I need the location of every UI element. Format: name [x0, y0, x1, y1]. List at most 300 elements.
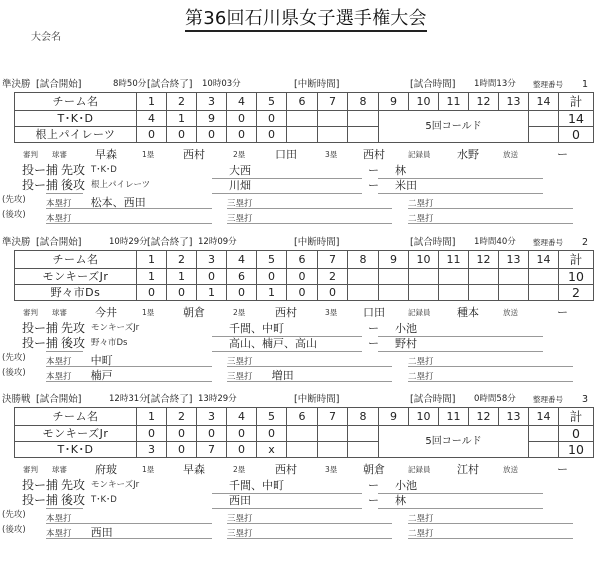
- seq-label: 整理番号: [533, 238, 563, 247]
- scoreboard-header-row: [15, 93, 594, 111]
- game-section-3: [0, 392, 600, 542]
- total-score-cell: 10: [559, 442, 594, 458]
- inning-header-cell: 13: [499, 93, 529, 111]
- inning-score-cell: [287, 442, 318, 458]
- third-base-umpire-name: 西村: [363, 148, 385, 161]
- bottom-paren-label: (後攻): [2, 368, 26, 378]
- team-header-cell: チーム名: [15, 93, 137, 111]
- battery-bottom-row: [0, 336, 600, 351]
- top-label: 先攻: [61, 478, 86, 492]
- team-header-cell: チーム名: [15, 251, 137, 269]
- top-pitchers-field: 千間、中町: [212, 321, 362, 337]
- team-name-cell: 根上パイレーツ: [15, 127, 137, 143]
- inning-header-cell: 9: [379, 408, 409, 426]
- hr-players: 中町: [90, 354, 113, 367]
- inning-score-cell: 7: [197, 442, 227, 458]
- umpire-row: [0, 147, 600, 162]
- bottom-team-name: T･K･D: [91, 495, 117, 505]
- inning-score-cell: [469, 285, 499, 301]
- inning-header-cell: 13: [499, 251, 529, 269]
- hr-field: [46, 523, 212, 539]
- inning-header-cell: 12: [469, 408, 499, 426]
- inning-score-cell: 0: [287, 285, 318, 301]
- battery-bottom-row: [0, 178, 600, 193]
- recorder-label: 記録員: [408, 465, 431, 474]
- inning-header-cell: 6: [287, 408, 318, 426]
- inning-score-cell: [499, 269, 529, 285]
- page-title: 第36回石川県女子選手権大会: [185, 8, 427, 32]
- first-base-umpire-name: 西村: [183, 148, 205, 161]
- inning-score-cell: 0: [137, 426, 167, 442]
- inning-score-cell: [529, 442, 559, 458]
- recorder-name: 種本: [457, 306, 479, 319]
- inning-score-cell: 1: [137, 269, 167, 285]
- end-label: [試合終了]: [147, 237, 193, 248]
- triple-field: [227, 523, 392, 539]
- battery-top-row: [0, 163, 600, 178]
- battery-label: 投ー捕: [22, 336, 59, 350]
- hr-label: 本塁打: [46, 529, 72, 539]
- inning-header-cell: 4: [227, 408, 257, 426]
- called-game-cell: 5回コールド: [379, 426, 529, 458]
- bottom-pitchers-field: 高山、楠戸、高山: [212, 336, 362, 352]
- inning-header-cell: 7: [318, 251, 348, 269]
- inning-header-cell: 4: [227, 93, 257, 111]
- inning-score-cell: [409, 269, 439, 285]
- first-base-umpire-name: 朝倉: [183, 306, 205, 319]
- third-base-umpire-name: 朝倉: [363, 463, 385, 476]
- hits-bottom-row: [0, 208, 600, 223]
- duration-label: [試合時間]: [410, 79, 456, 90]
- second-base-umpire-name: 口田: [275, 148, 297, 161]
- double-field: [408, 523, 573, 539]
- inning-header-cell: 6: [287, 251, 318, 269]
- triple-field: [227, 366, 392, 382]
- inning-score-cell: 6: [227, 269, 257, 285]
- duration-label: [試合時間]: [410, 237, 456, 248]
- inning-score-cell: [529, 285, 559, 301]
- start-label: [試合開始]: [36, 394, 82, 405]
- double-field: [408, 366, 573, 382]
- inning-score-cell: [348, 127, 379, 143]
- broadcast-label: 放送: [503, 308, 518, 317]
- inning-header-cell: 7: [318, 408, 348, 426]
- triple-label: 三塁打: [227, 357, 253, 367]
- total-header-cell: 計: [559, 93, 594, 111]
- top-catcher-field: 小池: [378, 321, 543, 337]
- interrupt-label: [中断時間]: [294, 79, 340, 90]
- scoreboard-table: [14, 407, 594, 458]
- start-time: 10時29分: [109, 237, 148, 247]
- hr-field: [46, 351, 212, 367]
- hr-field: [46, 208, 212, 224]
- inning-score-cell: 0: [137, 285, 167, 301]
- inning-score-cell: [348, 442, 379, 458]
- inning-header-cell: 1: [137, 93, 167, 111]
- plate-umpire-label: 球審: [52, 150, 67, 159]
- inning-score-cell: [318, 127, 348, 143]
- dash: ー: [368, 494, 379, 507]
- duration-time: 1時間13分: [474, 79, 516, 89]
- inning-score-cell: 0: [167, 127, 197, 143]
- inning-header-cell: 7: [318, 93, 348, 111]
- second-base-umpire-name: 西村: [275, 463, 297, 476]
- inning-score-cell: 1: [257, 285, 287, 301]
- plate-umpire-name: 府玻: [95, 463, 117, 476]
- inning-score-cell: [529, 269, 559, 285]
- seq-number: 3: [582, 394, 589, 405]
- recorder-name: 江村: [457, 463, 479, 476]
- dash: ー: [368, 164, 379, 177]
- battery-bottom-row: [0, 493, 600, 508]
- bottom-paren-label: (後攻): [2, 210, 26, 220]
- second-base-label: 2塁: [233, 465, 246, 474]
- inning-score-cell: 0: [227, 127, 257, 143]
- seq-number: 1: [582, 79, 589, 90]
- second-base-label: 2塁: [233, 150, 246, 159]
- bottom-pitchers-field: 川畑: [212, 178, 362, 194]
- inning-header-cell: 3: [197, 408, 227, 426]
- inning-score-cell: 0: [197, 269, 227, 285]
- scoreboard-header-row: [15, 251, 594, 269]
- triple-label: 三塁打: [227, 214, 253, 224]
- third-base-label: 3塁: [325, 465, 338, 474]
- inning-header-cell: 11: [439, 408, 469, 426]
- inning-score-cell: [318, 442, 348, 458]
- inning-score-cell: 4: [137, 111, 167, 127]
- triple-field: [227, 351, 392, 367]
- inning-score-cell: [348, 269, 379, 285]
- hr-field: [46, 193, 212, 209]
- double-field: [408, 508, 573, 524]
- second-base-umpire-name: 西村: [275, 306, 297, 319]
- team-name-cell: T･K･D: [15, 111, 137, 127]
- end-time: 13時29分: [198, 394, 237, 404]
- start-time: 12時31分: [109, 394, 148, 404]
- duration-time: 0時間58分: [474, 394, 516, 404]
- double-field: [408, 193, 573, 209]
- inning-header-cell: 3: [197, 93, 227, 111]
- dash: ー: [368, 322, 379, 335]
- hr-players: 西田: [90, 526, 113, 539]
- recorder-label: 記録員: [408, 308, 431, 317]
- inning-score-cell: 0: [257, 269, 287, 285]
- double-label: 二塁打: [408, 357, 434, 367]
- scoreboard-header-row: [15, 408, 594, 426]
- triple-label: 三塁打: [227, 529, 253, 539]
- tournament-name-label: 大会名: [31, 32, 61, 43]
- inning-score-cell: [529, 111, 559, 127]
- bottom-team-name: 根上パイレーツ: [91, 180, 151, 190]
- bottom-label: 後攻: [61, 336, 86, 350]
- total-score-cell: 10: [559, 269, 594, 285]
- inning-score-cell: [469, 269, 499, 285]
- top-team-name: T･K･D: [91, 165, 117, 175]
- end-time: 12時09分: [198, 237, 237, 247]
- inning-score-cell: 1: [197, 285, 227, 301]
- battery-label: 投ー捕: [22, 178, 59, 192]
- bottom-label: 後攻: [61, 178, 86, 192]
- top-label: 先攻: [61, 163, 86, 177]
- end-time: 10時03分: [202, 79, 241, 89]
- interrupt-label: [中断時間]: [294, 394, 340, 405]
- end-label: [試合終了]: [147, 79, 193, 90]
- inning-score-cell: 0: [257, 111, 287, 127]
- umpire-label: 審判: [23, 308, 38, 317]
- inning-score-cell: 0: [318, 285, 348, 301]
- broadcast-name: ー: [557, 306, 568, 319]
- triple-field: [227, 193, 392, 209]
- inning-score-cell: [287, 111, 318, 127]
- triple-field: [227, 208, 392, 224]
- inning-header-cell: 10: [409, 408, 439, 426]
- inning-header-cell: 8: [348, 93, 379, 111]
- round-label: 準決勝: [2, 237, 31, 248]
- top-pitchers-field: 千間、中町: [212, 478, 362, 494]
- inning-score-cell: 1: [167, 269, 197, 285]
- inning-score-cell: 0: [197, 426, 227, 442]
- recorder-label: 記録員: [408, 150, 431, 159]
- third-base-umpire-name: 口田: [363, 306, 385, 319]
- triple-label: 三塁打: [227, 199, 253, 209]
- inning-score-cell: 0: [257, 127, 287, 143]
- total-score-cell: 14: [559, 111, 594, 127]
- broadcast-name: ー: [557, 148, 568, 161]
- team-score-row: [15, 111, 594, 127]
- hits-bottom-row: [0, 366, 600, 381]
- total-score-cell: 0: [559, 426, 594, 442]
- battery-label: 投ー捕: [22, 163, 59, 177]
- total-header-cell: 計: [559, 251, 594, 269]
- recorder-name: 水野: [457, 148, 479, 161]
- bottom-catcher-field: 米田: [378, 178, 543, 194]
- hr-players: 松本、西田: [90, 196, 146, 209]
- top-team-name: モンキーズJr: [91, 480, 140, 490]
- seq-label: 整理番号: [533, 80, 563, 89]
- top-catcher-field: 林: [378, 163, 543, 179]
- inning-score-cell: 0: [287, 269, 318, 285]
- inning-header-cell: 14: [529, 93, 559, 111]
- umpire-label: 審判: [23, 465, 38, 474]
- hits-bottom-row: [0, 523, 600, 538]
- inning-score-cell: 0: [167, 285, 197, 301]
- inning-score-cell: [499, 285, 529, 301]
- third-base-label: 3塁: [325, 150, 338, 159]
- inning-score-cell: [379, 285, 409, 301]
- inning-header-cell: 1: [137, 408, 167, 426]
- team-score-row: [15, 426, 594, 442]
- battery-top-row: [0, 321, 600, 336]
- inning-score-cell: 0: [167, 442, 197, 458]
- double-label: 二塁打: [408, 514, 434, 524]
- bottom-label: 後攻: [61, 493, 86, 507]
- inning-score-cell: [287, 127, 318, 143]
- triple-label: 三塁打: [227, 514, 253, 524]
- inning-score-cell: 2: [318, 269, 348, 285]
- bottom-paren-label: (後攻): [2, 525, 26, 535]
- inning-score-cell: 0: [227, 426, 257, 442]
- inning-header-cell: 5: [257, 408, 287, 426]
- inning-score-cell: 0: [227, 442, 257, 458]
- inning-header-cell: 3: [197, 251, 227, 269]
- hits-top-row: [0, 508, 600, 523]
- umpire-row: [0, 305, 600, 320]
- total-header-cell: 計: [559, 408, 594, 426]
- double-label: 二塁打: [408, 199, 434, 209]
- inning-score-cell: [529, 426, 559, 442]
- inning-header-cell: 8: [348, 251, 379, 269]
- broadcast-name: ー: [557, 463, 568, 476]
- battery-label: 投ー捕: [22, 493, 59, 507]
- inning-score-cell: [409, 285, 439, 301]
- double-label: 二塁打: [408, 529, 434, 539]
- hr-label: 本塁打: [46, 214, 72, 224]
- inning-header-cell: 12: [469, 93, 499, 111]
- end-label: [試合終了]: [147, 394, 193, 405]
- inning-header-cell: 5: [257, 93, 287, 111]
- top-pitchers-field: 大西: [212, 163, 362, 179]
- team-name-cell: T･K･D: [15, 442, 137, 458]
- top-catcher-field: 小池: [378, 478, 543, 494]
- second-base-label: 2塁: [233, 308, 246, 317]
- dash: ー: [368, 479, 379, 492]
- plate-umpire-label: 球審: [52, 308, 67, 317]
- first-base-umpire-name: 早森: [183, 463, 205, 476]
- inning-header-cell: 2: [167, 93, 197, 111]
- hr-label: 本塁打: [46, 357, 72, 367]
- duration-label: [試合時間]: [410, 394, 456, 405]
- team-score-row: [15, 269, 594, 285]
- inning-score-cell: [379, 269, 409, 285]
- inning-header-cell: 10: [409, 93, 439, 111]
- team-name-cell: モンキーズJr: [15, 426, 137, 442]
- triple-label: 三塁打: [227, 372, 253, 382]
- inning-score-cell: x: [257, 442, 287, 458]
- scoreboard-table: [14, 92, 594, 143]
- inning-score-cell: [318, 111, 348, 127]
- bottom-team-name: 野々市Ds: [91, 338, 128, 348]
- inning-score-cell: [348, 426, 379, 442]
- start-label: [試合開始]: [36, 237, 82, 248]
- team-name-cell: 野々市Ds: [15, 285, 137, 301]
- inning-header-cell: 14: [529, 408, 559, 426]
- third-base-label: 3塁: [325, 308, 338, 317]
- inning-header-cell: 2: [167, 408, 197, 426]
- top-label: 先攻: [61, 321, 86, 335]
- inning-header-cell: 1: [137, 251, 167, 269]
- dash: ー: [368, 337, 379, 350]
- inning-header-cell: 8: [348, 408, 379, 426]
- top-paren-label: (先攻): [2, 510, 26, 520]
- interrupt-label: [中断時間]: [294, 237, 340, 248]
- top-paren-label: (先攻): [2, 195, 26, 205]
- inning-header-cell: 9: [379, 251, 409, 269]
- start-time: 8時50分: [113, 79, 147, 89]
- double-label: 二塁打: [408, 372, 434, 382]
- team-score-row: [15, 285, 594, 301]
- called-game-cell: 5回コールド: [379, 111, 529, 143]
- seq-number: 2: [582, 237, 589, 248]
- round-label: 準決勝: [2, 79, 31, 90]
- inning-header-cell: 2: [167, 251, 197, 269]
- inning-header-cell: 10: [409, 251, 439, 269]
- broadcast-label: 放送: [503, 150, 518, 159]
- inning-header-cell: 6: [287, 93, 318, 111]
- first-base-label: 1塁: [142, 465, 155, 474]
- inning-score-cell: 3: [137, 442, 167, 458]
- inning-score-cell: [348, 111, 379, 127]
- inning-header-cell: 4: [227, 251, 257, 269]
- plate-umpire-label: 球審: [52, 465, 67, 474]
- battery-top-row: [0, 478, 600, 493]
- top-paren-label: (先攻): [2, 353, 26, 363]
- total-score-cell: 2: [559, 285, 594, 301]
- plate-umpire-name: 今井: [95, 306, 117, 319]
- inning-score-cell: [439, 285, 469, 301]
- double-label: 二塁打: [408, 214, 434, 224]
- bottom-pitchers-field: 西田: [212, 493, 362, 509]
- game-section-2: [0, 235, 600, 385]
- inning-score-cell: 0: [167, 426, 197, 442]
- inning-score-cell: 9: [197, 111, 227, 127]
- double-field: [408, 208, 573, 224]
- duration-time: 1時間40分: [474, 237, 516, 247]
- total-score-cell: 0: [559, 127, 594, 143]
- inning-header-cell: 13: [499, 408, 529, 426]
- hr-field: [46, 366, 212, 382]
- top-team-name: モンキーズJr: [91, 323, 140, 333]
- inning-header-cell: 11: [439, 93, 469, 111]
- inning-header-cell: 14: [529, 251, 559, 269]
- hr-label: 本塁打: [46, 372, 72, 382]
- game-section-1: [0, 77, 600, 227]
- battery-label: 投ー捕: [22, 478, 59, 492]
- scoreboard-table: [14, 250, 594, 301]
- inning-score-cell: 0: [137, 127, 167, 143]
- inning-score-cell: 0: [257, 426, 287, 442]
- dash: ー: [368, 179, 379, 192]
- seq-label: 整理番号: [533, 395, 563, 404]
- inning-score-cell: 0: [227, 285, 257, 301]
- bottom-catcher-field: 林: [378, 493, 543, 509]
- triple-field: [227, 508, 392, 524]
- round-label: 決勝戦: [2, 394, 31, 405]
- umpire-label: 審判: [23, 150, 38, 159]
- hr-players: 楠戸: [90, 369, 113, 382]
- inning-header-cell: 9: [379, 93, 409, 111]
- inning-score-cell: 1: [167, 111, 197, 127]
- hits-top-row: [0, 193, 600, 208]
- hr-label: 本塁打: [46, 514, 72, 524]
- bottom-catcher-field: 野村: [378, 336, 543, 352]
- double-field: [408, 351, 573, 367]
- team-header-cell: チーム名: [15, 408, 137, 426]
- hr-field: [46, 508, 212, 524]
- inning-score-cell: [439, 269, 469, 285]
- inning-score-cell: [287, 426, 318, 442]
- start-label: [試合開始]: [36, 79, 82, 90]
- inning-header-cell: 12: [469, 251, 499, 269]
- inning-score-cell: 0: [227, 111, 257, 127]
- umpire-row: [0, 462, 600, 477]
- triple-players: 増田: [271, 369, 294, 382]
- inning-header-cell: 11: [439, 251, 469, 269]
- broadcast-label: 放送: [503, 465, 518, 474]
- first-base-label: 1塁: [142, 308, 155, 317]
- inning-score-cell: [348, 285, 379, 301]
- inning-header-cell: 5: [257, 251, 287, 269]
- plate-umpire-name: 早森: [95, 148, 117, 161]
